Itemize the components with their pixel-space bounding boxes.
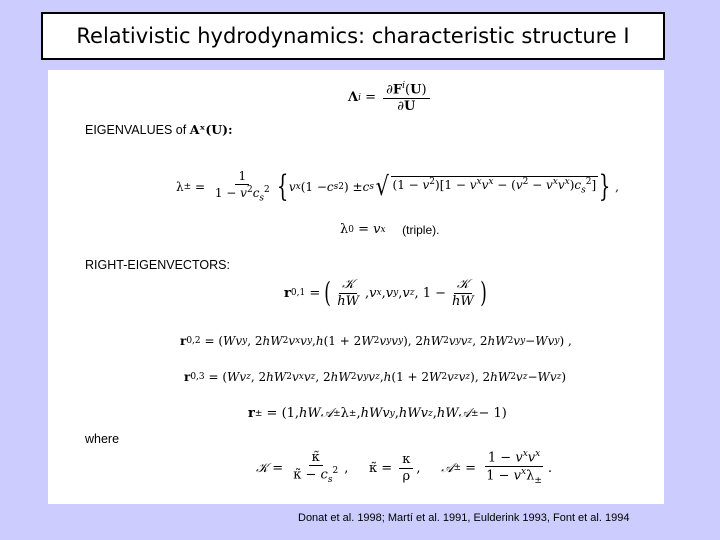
eigenvalue-lambda-zero-equation: λ 0 = v x (triple). — [340, 222, 440, 237]
eigenvector-r01-equation: r 0,1 = ( $\frac{\text{𝒦}}{hW}$ , v x , v y , v z , 1 − $\frac{\text{𝒦}}{hW}$ ) — [284, 276, 487, 310]
eigenvector-r03-equation: r 0,3 = ( Wv z , 2 hW 2 v x v z , 2 hW 2 v y v z , h (1 + 2 W 2 v z v z ), 2 hW 2 v z − Wv z ) — [184, 370, 567, 384]
eigenvector-r-pm-equation: r ± = (1, hW𝒜 ± λ ± , hWv y , hWv z , hW𝒜 ± − 1) — [248, 406, 507, 421]
title-box — [41, 12, 665, 60]
triple-label: (triple). — [402, 222, 440, 237]
slide-title: Relativistic hydrodynamics: characteristic structure I — [76, 24, 630, 48]
eigenvalue-lambda-pm-equation: λ ± = $\frac{1}{1 - v^2c_s^2}$ { v x (1 − c s 2 ) ± c s √ $(1 - v^2)[1 - v^xv^x - (v^2 - v^xv^x)c_s^2]$ } , — [176, 168, 619, 204]
where-label: where — [85, 432, 120, 446]
eigenvalues-heading — [85, 122, 233, 137]
eigenvector-r02-equation: r 0,2 = ( Wv y , 2 hW 2 v x v y , h (1 + 2 W 2 v y v y ), 2 hW 2 v y v z , 2 hW 2 v y − Wv y ) , — [180, 334, 572, 348]
jacobian-definition-equation: Λ i = $\frac{\partial F^i(U)}{\partial U}$ — [348, 82, 433, 114]
eigenvalues-heading-math: Aˣ(U): — [189, 122, 233, 137]
slide-content-panel — [48, 70, 664, 504]
definitions-equation: 𝒦 = $\frac{\kappã}{\kappã - c_s^2}$ , κ̃ = $\frac{\kappa}{\rho}$ , 𝒜 ± = $\frac{1 - v^xv^x}{1 - v^x\lambda_\pm}$ . — [256, 449, 553, 486]
eigenvalues-heading-text: EIGENVALUES of — [85, 123, 187, 137]
right-eigenvectors-heading: RIGHT-EIGENVECTORS: — [85, 258, 230, 272]
citation-footer: Donat et al. 1998; Martí et al. 1991, Eulderink 1993, Font et al. 1994 — [298, 512, 630, 524]
